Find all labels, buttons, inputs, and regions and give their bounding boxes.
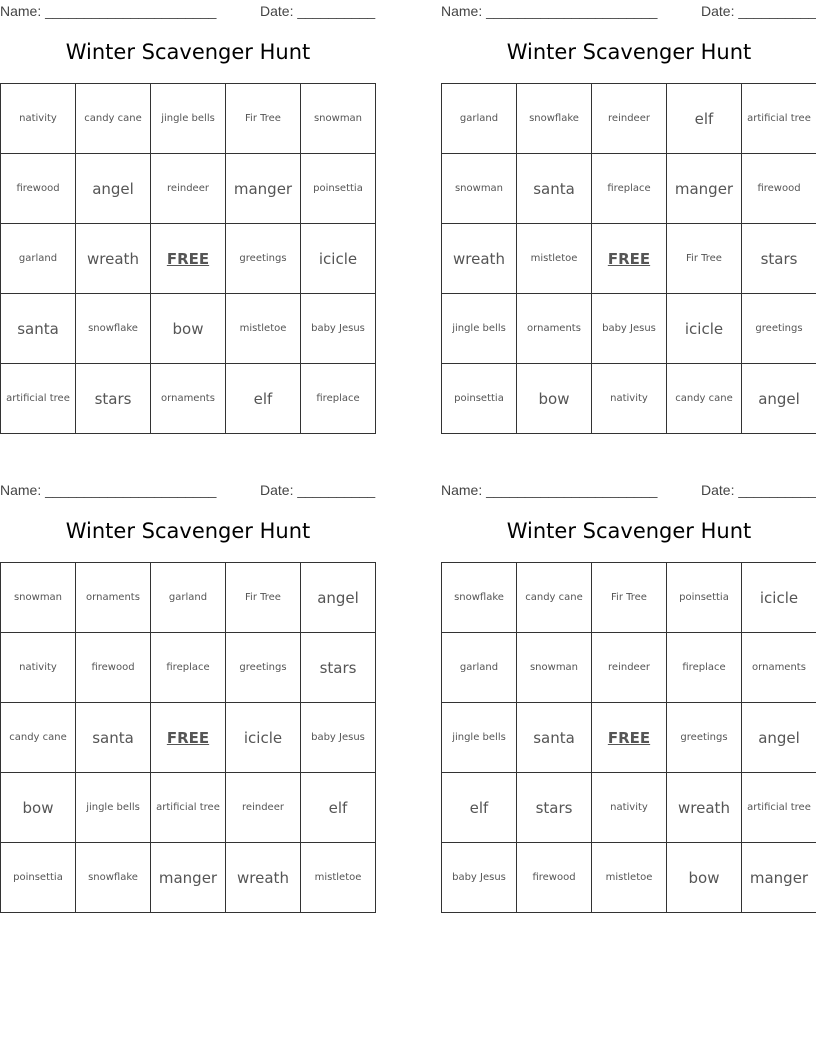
grid-cell: candy cane <box>517 563 592 633</box>
grid-cell: baby Jesus <box>442 843 517 913</box>
name-line: Name: ______________________ <box>0 482 217 498</box>
grid-row <box>1 84 376 154</box>
grid-cell: snowman <box>517 633 592 703</box>
grid-cell: snowman <box>1 563 76 633</box>
grid-row <box>1 633 376 703</box>
date-line: Date: __________ <box>701 3 816 19</box>
name-line: Name: ______________________ <box>441 3 658 19</box>
grid-cell: garland <box>442 633 517 703</box>
grid-cell: firewood <box>517 843 592 913</box>
grid-row <box>1 154 376 224</box>
grid-cell: nativity <box>592 773 667 843</box>
grid-row <box>1 563 376 633</box>
grid-row <box>442 703 816 773</box>
grid-cell: santa <box>517 154 592 224</box>
grid-cell: firewood <box>1 154 76 224</box>
grid-cell: wreath <box>226 843 301 913</box>
bingo-card-2 <box>441 0 816 408</box>
grid-cell: artificial tree <box>151 773 226 843</box>
grid-cell: manger <box>151 843 226 913</box>
date-line: Date: __________ <box>260 3 376 19</box>
grid-cell: ornaments <box>517 294 592 364</box>
date-line: Date: __________ <box>260 482 376 498</box>
grid-cell: angel <box>742 703 816 773</box>
grid-cell: icicle <box>226 703 301 773</box>
grid-cell: garland <box>1 224 76 294</box>
free-space-cell: FREE <box>151 224 226 294</box>
grid-cell: elf <box>226 364 301 434</box>
grid-cell: ornaments <box>151 364 226 434</box>
grid-cell: fireplace <box>301 364 376 434</box>
grid-cell: poinsettia <box>442 364 517 434</box>
grid-cell: mistletoe <box>592 843 667 913</box>
grid-cell: elf <box>301 773 376 843</box>
grid-cell: greetings <box>226 633 301 703</box>
name-line: Name: ______________________ <box>0 3 217 19</box>
grid-cell: bow <box>517 364 592 434</box>
card-title: Winter Scavenger Hunt <box>65 40 311 64</box>
grid-cell: baby Jesus <box>592 294 667 364</box>
grid-cell: wreath <box>667 773 742 843</box>
grid-cell: snowman <box>442 154 517 224</box>
grid-cell: candy cane <box>76 84 151 154</box>
grid-cell: garland <box>442 84 517 154</box>
card-header <box>0 0 376 22</box>
grid-cell: wreath <box>442 224 517 294</box>
grid-cell: Fir Tree <box>226 84 301 154</box>
grid-cell: poinsettia <box>301 154 376 224</box>
card-header <box>441 479 816 501</box>
grid-cell: fireplace <box>667 633 742 703</box>
grid-cell: greetings <box>667 703 742 773</box>
grid-cell: jingle bells <box>76 773 151 843</box>
free-space-cell: FREE <box>592 703 667 773</box>
grid-row <box>1 294 376 364</box>
grid-cell: mistletoe <box>301 843 376 913</box>
grid-cell: ornaments <box>76 563 151 633</box>
grid-cell: reindeer <box>226 773 301 843</box>
date-line: Date: __________ <box>701 482 816 498</box>
grid-cell: poinsettia <box>1 843 76 913</box>
grid-cell: reindeer <box>151 154 226 224</box>
grid-row <box>442 633 816 703</box>
grid-cell: fireplace <box>592 154 667 224</box>
grid-row <box>442 84 816 154</box>
grid-cell: jingle bells <box>442 294 517 364</box>
grid-cell: greetings <box>742 294 816 364</box>
grid-cell: garland <box>151 563 226 633</box>
grid-cell: stars <box>301 633 376 703</box>
grid-row <box>442 843 816 913</box>
grid-cell: firewood <box>76 633 151 703</box>
bingo-card-1 <box>0 0 376 408</box>
free-space-cell: FREE <box>592 224 667 294</box>
grid-cell: artificial tree <box>1 364 76 434</box>
grid-cell: santa <box>517 703 592 773</box>
grid-cell: santa <box>1 294 76 364</box>
grid-cell: artificial tree <box>742 773 816 843</box>
grid-cell: snowflake <box>76 294 151 364</box>
grid-cell: artificial tree <box>742 84 816 154</box>
bingo-grid <box>0 83 376 434</box>
bingo-card-3 <box>0 479 376 887</box>
bingo-grid <box>0 562 376 913</box>
grid-cell: reindeer <box>592 84 667 154</box>
grid-cell: stars <box>76 364 151 434</box>
grid-cell: bow <box>1 773 76 843</box>
grid-cell: icicle <box>667 294 742 364</box>
grid-cell: candy cane <box>1 703 76 773</box>
grid-cell: firewood <box>742 154 816 224</box>
grid-cell: wreath <box>76 224 151 294</box>
grid-row <box>442 773 816 843</box>
grid-cell: baby Jesus <box>301 703 376 773</box>
bingo-grid <box>441 562 816 913</box>
grid-cell: bow <box>667 843 742 913</box>
card-title: Winter Scavenger Hunt <box>65 519 311 543</box>
grid-cell: Fir Tree <box>226 563 301 633</box>
grid-cell: icicle <box>742 563 816 633</box>
grid-row <box>1 224 376 294</box>
card-header <box>0 479 376 501</box>
grid-cell: elf <box>667 84 742 154</box>
grid-cell: candy cane <box>667 364 742 434</box>
bingo-card-4 <box>441 479 816 887</box>
grid-row <box>1 843 376 913</box>
card-title: Winter Scavenger Hunt <box>506 40 752 64</box>
free-space-cell: FREE <box>151 703 226 773</box>
grid-cell: fireplace <box>151 633 226 703</box>
grid-cell: baby Jesus <box>301 294 376 364</box>
grid-row <box>442 154 816 224</box>
grid-row <box>442 364 816 434</box>
grid-cell: angel <box>742 364 816 434</box>
grid-cell: greetings <box>226 224 301 294</box>
bingo-grid <box>441 83 816 434</box>
grid-cell: snowman <box>301 84 376 154</box>
grid-cell: ornaments <box>742 633 816 703</box>
grid-cell: nativity <box>592 364 667 434</box>
grid-cell: santa <box>76 703 151 773</box>
grid-cell: mistletoe <box>517 224 592 294</box>
grid-cell: reindeer <box>592 633 667 703</box>
grid-cell: jingle bells <box>151 84 226 154</box>
grid-cell: icicle <box>301 224 376 294</box>
grid-cell: manger <box>742 843 816 913</box>
grid-cell: snowflake <box>517 84 592 154</box>
grid-cell: nativity <box>1 633 76 703</box>
grid-cell: Fir Tree <box>592 563 667 633</box>
grid-cell: angel <box>76 154 151 224</box>
grid-cell: snowflake <box>442 563 517 633</box>
grid-row <box>1 773 376 843</box>
grid-row <box>442 294 816 364</box>
grid-cell: elf <box>442 773 517 843</box>
grid-cell: poinsettia <box>667 563 742 633</box>
grid-cell: angel <box>301 563 376 633</box>
grid-cell: stars <box>517 773 592 843</box>
grid-cell: mistletoe <box>226 294 301 364</box>
card-title: Winter Scavenger Hunt <box>506 519 752 543</box>
grid-row <box>1 364 376 434</box>
grid-row <box>442 563 816 633</box>
grid-cell: jingle bells <box>442 703 517 773</box>
grid-row <box>1 703 376 773</box>
grid-cell: manger <box>667 154 742 224</box>
grid-cell: Fir Tree <box>667 224 742 294</box>
grid-cell: manger <box>226 154 301 224</box>
grid-cell: bow <box>151 294 226 364</box>
name-line: Name: ______________________ <box>441 482 658 498</box>
grid-cell: stars <box>742 224 816 294</box>
grid-cell: nativity <box>1 84 76 154</box>
grid-cell: snowflake <box>76 843 151 913</box>
card-header <box>441 0 816 22</box>
grid-row <box>442 224 816 294</box>
